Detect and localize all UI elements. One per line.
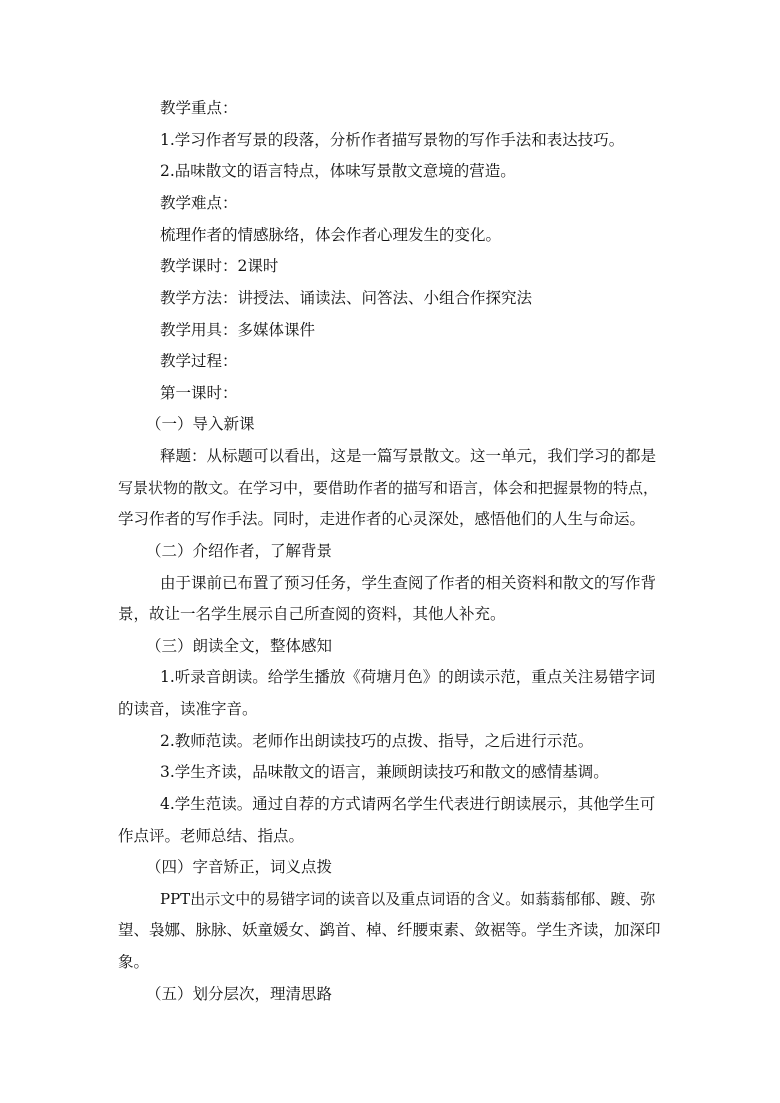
paragraph-line: 景，故让一名学生展示自己所查阅的资料，其他人补充。 — [118, 605, 506, 623]
paragraph-line: PPT出示文中的易错字词的读音以及重点词语的含义。如蓊蓊郁郁、踱、弥 — [160, 890, 656, 908]
teaching-tools: 教学用具：多媒体课件 — [160, 321, 316, 339]
subsection-heading-2: （二）介绍作者，了解背景 — [146, 542, 333, 560]
paragraph-line: 2.教师范读。老师作出朗读技巧的点拨、指导，之后进行示范。 — [160, 732, 594, 750]
difficulty-text: 梳理作者的情感脉络，体会作者心理发生的变化。 — [160, 226, 502, 244]
paragraph-line: 望、袅娜、脉脉、妖童媛女、鹢首、棹、纤腰束素、敛裾等。学生齐读，加深印 — [118, 921, 661, 939]
subsection-heading-3: （三）朗读全文，整体感知 — [146, 637, 333, 655]
teaching-methods: 教学方法：讲授法、诵读法、问答法、小组合作探究法 — [160, 289, 533, 307]
paragraph-line: 1.听录音朗读。给学生播放《荷塘月色》的朗读示范，重点关注易错字词 — [160, 668, 656, 686]
paragraph-line: 3.学生齐读，品味散文的语言，兼顾朗读技巧和散文的感情基调。 — [160, 763, 609, 781]
paragraph-line: 释题：从标题可以看出，这是一篇写景散文。这一单元，我们学习的都是 — [160, 447, 657, 465]
section-heading-difficulties: 教学难点： — [160, 194, 238, 212]
first-lesson-heading: 第一课时： — [160, 384, 238, 402]
subsection-heading-4: （四）字音矫正，词义点拨 — [146, 858, 333, 876]
section-heading-key-points: 教学重点： — [160, 99, 238, 117]
paragraph-line: 学习作者的写作手法。同时，走进作者的心灵深处，感悟他们的人生与命运。 — [118, 510, 646, 528]
paragraph-line: 象。 — [118, 953, 150, 971]
paragraph-line: 写景状物的散文。在学习中，要借助作者的描写和语言，体会和把握景物的特点， — [118, 479, 659, 497]
key-point-2: 2.品味散文的语言特点，体味写景散文意境的营造。 — [160, 162, 516, 180]
subsection-heading-5: （五）划分层次，理清思路 — [146, 985, 333, 1003]
paragraph-line: 作点评。老师总结、指点。 — [118, 827, 305, 845]
paragraph-line: 由于课前已布置了预习任务，学生查阅了作者的相关资料和散文的写作背 — [160, 574, 657, 592]
class-hours: 教学课时：2课时 — [160, 257, 279, 275]
teaching-process-heading: 教学过程： — [160, 352, 238, 370]
paragraph-line: 的读音，读准字音。 — [118, 700, 258, 718]
paragraph-line: 4.学生范读。通过自荐的方式请两名学生代表进行朗读展示，其他学生可 — [160, 795, 656, 813]
subsection-heading-1: （一）导入新课 — [146, 415, 255, 433]
key-point-1: 1.学习作者写景的段落，分析作者描写景物的写作手法和表达技巧。 — [160, 131, 625, 149]
